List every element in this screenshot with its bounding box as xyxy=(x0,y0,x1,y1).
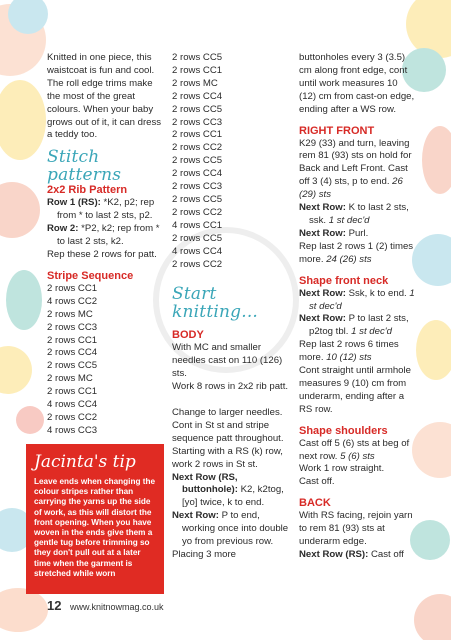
rib-repeat: Rep these 2 rows for patt. xyxy=(47,248,157,260)
stripe-row: 2 rows CC2 xyxy=(47,411,98,423)
page-footer xyxy=(47,598,164,613)
stripe-row: 4 rows CC1 xyxy=(172,219,223,231)
stitch-patterns-heading: Stitch patterns xyxy=(47,147,122,186)
stripe-row: 2 rows CC1 xyxy=(47,386,98,398)
stripe-row: 4 rows CC4 xyxy=(172,245,223,257)
right-front-text: K29 (33) and turn, leaving rem 81 (93) sts on hold for Back and Left Front. Cast off 3 (4) sts, p to end. 26 (29) sts xyxy=(299,137,412,201)
tip-title: Jacinta's tip xyxy=(34,452,136,472)
buttonholes-text: buttonholes every 3 (3.5) cm along front edge, cont until work measures 10 (12) cm from cast-on edge, ending after a WS row. xyxy=(299,52,415,115)
stripe-row: 2 rows CC5 xyxy=(172,193,223,205)
rib-row-2: Row 2: *P2, k2; rep from * to last 2 sts, k2. xyxy=(47,223,160,248)
shoulders-cast-off-final: Cast off. xyxy=(299,476,335,488)
stripe-row: 2 rows CC5 xyxy=(172,155,223,167)
buttonhole-row: Next Row (RS, buttonhole): K2, k2tog, [yo] twice, k to end. xyxy=(172,471,284,509)
stripe-row: 2 rows CC2 xyxy=(172,258,223,270)
rf-next-row-2: Next Row: Purl. xyxy=(299,227,369,239)
column-3 xyxy=(299,52,417,562)
stripe-row: 2 rows MC xyxy=(172,77,218,89)
rf-repeat: Rep last 2 rows 1 (2) times more. 24 (26) sts xyxy=(299,240,414,265)
neck-next-row-1: Next Row: Ssk, k to end. 1 st dec'd xyxy=(299,287,415,312)
stripe-row: 2 rows CC3 xyxy=(47,321,98,333)
body-heading: BODY xyxy=(172,329,204,342)
next-row: Next Row: P to end, working once into double yo from previous row. xyxy=(172,510,289,548)
placing-text: Placing 3 more xyxy=(172,549,236,560)
stripe-row: 2 rows CC5 xyxy=(172,232,223,244)
tip-box xyxy=(26,444,164,594)
stripe-row: 4 rows CC2 xyxy=(47,295,98,307)
stripe-sequence-heading: Stripe Sequence xyxy=(47,269,134,282)
stripe-row: 2 rows MC xyxy=(47,308,93,320)
stripe-row: 2 rows CC5 xyxy=(172,52,223,63)
start-knitting-heading: Start knitting... xyxy=(172,284,259,323)
intro-text: Knitted in one piece, this waistcoat is fun and cool. The roll edge trims make the most of the great colours. When your baby grows out of it, it can dress a teddy too. xyxy=(47,52,162,141)
column-2 xyxy=(172,52,290,562)
stripe-row: 4 rows CC3 xyxy=(47,424,98,436)
stripe-row: 2 rows CC4 xyxy=(172,90,223,102)
back-next-row: Next Row (RS): Cast off xyxy=(299,549,404,560)
neck-next-row-2: Next Row: P to last 2 sts, p2tog tbl. 1 st dec'd xyxy=(299,313,409,338)
stripe-row: 4 rows CC4 xyxy=(47,399,98,411)
stripe-row: 2 rows CC4 xyxy=(47,347,98,359)
rf-next-row-1: Next Row: K to last 2 sts, ssk. 1 st dec'd xyxy=(299,202,409,226)
stripe-row: 2 rows CC2 xyxy=(172,142,223,154)
rib-pattern-heading: 2x2 Rib Pattern xyxy=(47,184,128,197)
body-cast-on: With MC and smaller needles cast on 110 (126) sts. xyxy=(172,342,283,380)
stripe-row: 2 rows CC5 xyxy=(47,360,98,372)
stripe-row: 2 rows CC1 xyxy=(47,334,98,346)
back-text: With RS facing, rejoin yarn to rem 81 (93) sts at underarm edge. xyxy=(299,510,413,548)
stripe-row: 2 rows CC3 xyxy=(172,181,223,193)
rib-row-1: Row 1 (RS): *K2, p2; rep from * to last 2 sts, p2. xyxy=(47,197,155,222)
stripe-row: 2 rows CC1 xyxy=(47,282,98,294)
neck-repeat: Rep last 2 rows 6 times more. 10 (12) sts xyxy=(299,339,399,364)
back-heading: BACK xyxy=(299,497,331,510)
body-change-needles: Change to larger needles. Cont in St st and stripe sequence patt throughout. Starting with a RS (k) row, work 2 rows in St st. xyxy=(172,407,284,470)
website-url[interactable]: www.knitnowmag.co.uk xyxy=(69,602,164,612)
stripe-row: 2 rows CC5 xyxy=(172,103,223,115)
shape-shoulders-heading: Shape shoulders xyxy=(299,424,388,437)
neck-cont: Cont straight until armhole measures 9 (10) cm from underarm, ending after a RS row. xyxy=(299,365,411,415)
tip-body: Leave ends when changing the colour stripes rather than carrying the yarns up the side of work, as this will distort the front opening. When you have woven in the ends give them a gentle tug before trimming so they don't pull out at a later time when the garment is stretched while worn xyxy=(34,477,156,578)
stripe-row: 2 rows MC xyxy=(47,373,93,385)
stripe-row: 2 rows CC2 xyxy=(172,206,223,218)
shoulders-work-row: Work 1 row straight. xyxy=(299,463,385,475)
stripe-row: 2 rows CC4 xyxy=(172,168,223,180)
right-front-heading: RIGHT FRONT xyxy=(299,124,375,137)
shoulders-cast-off: Cast off 5 (6) sts at beg of next row. 5 (6) sts xyxy=(299,437,410,462)
stripe-row: 2 rows CC1 xyxy=(172,64,223,76)
shape-front-neck-heading: Shape front neck xyxy=(299,274,389,287)
column-1 xyxy=(47,52,165,438)
page-number: 12 xyxy=(47,598,62,613)
stripe-row: 2 rows CC1 xyxy=(172,129,223,141)
body-rib: Work 8 rows in 2x2 rib patt. xyxy=(172,381,289,393)
stripe-row: 2 rows CC3 xyxy=(172,116,223,128)
